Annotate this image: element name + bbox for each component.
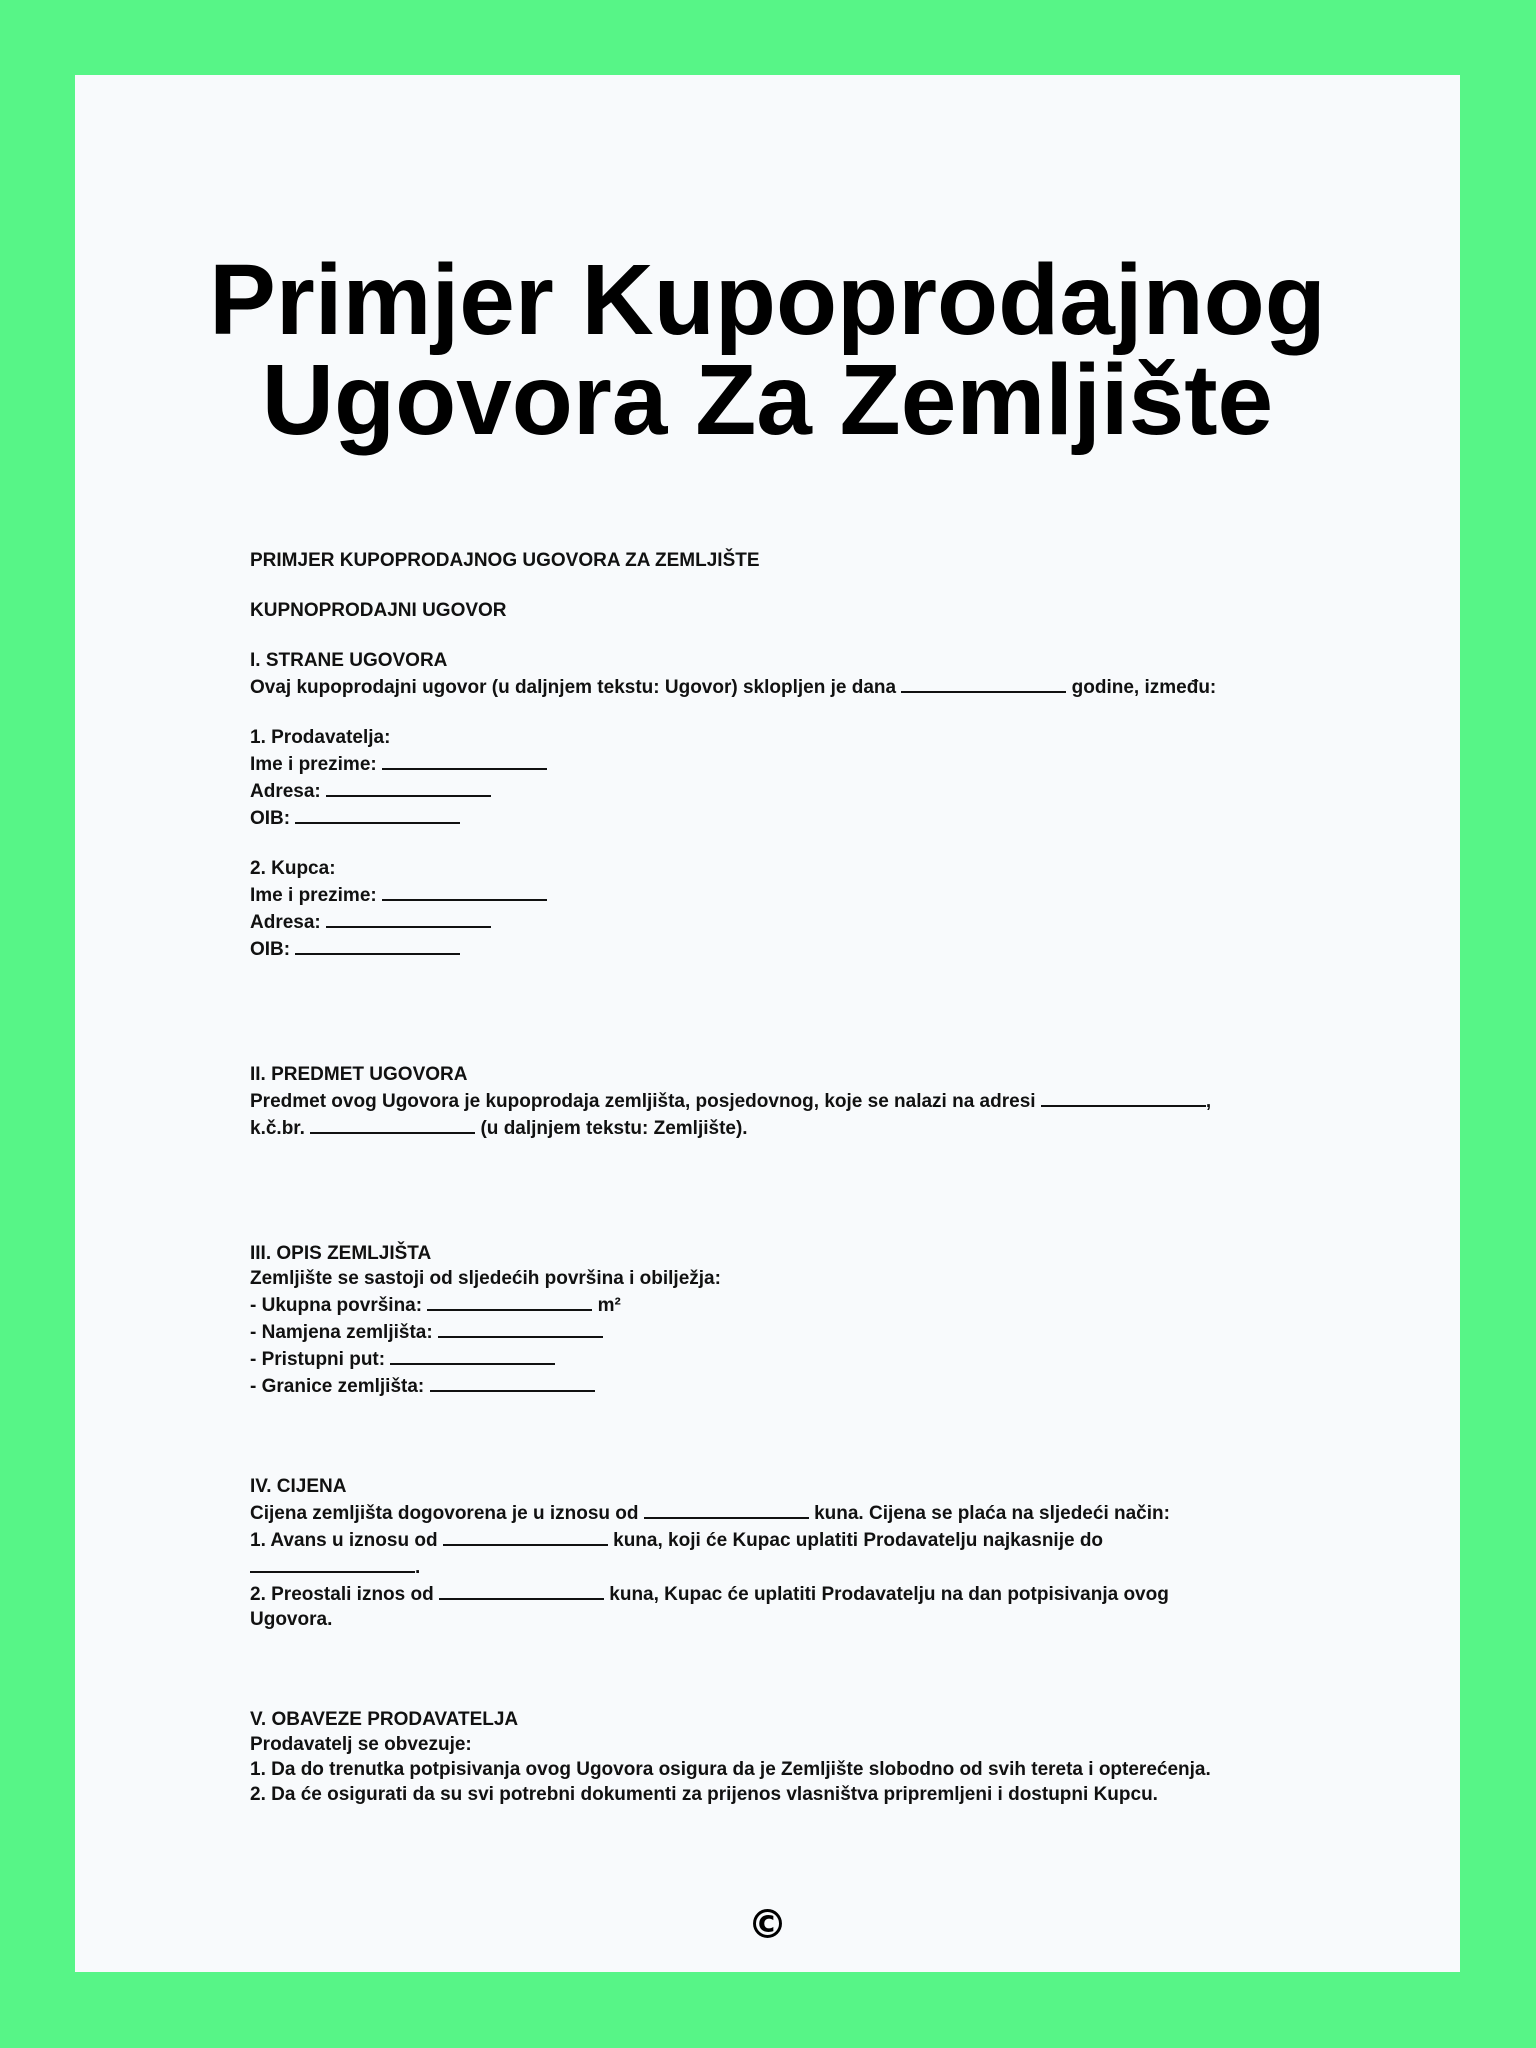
section-4-title: IV. CIJENA — [250, 1476, 347, 1497]
contract-body — [250, 548, 1360, 1807]
section-3-title: III. OPIS ZEMLJIŠTA — [250, 1243, 432, 1264]
price-line: Cijena zemljišta dogovorena je u iznosu od kuna. Cijena se plaća na sljedeći način: — [250, 1499, 1360, 1526]
land-borders-blank — [430, 1372, 595, 1392]
buyer-name-blank — [382, 881, 547, 901]
land-purpose-field: - Namjena zemljišta: — [250, 1318, 1360, 1345]
seller-address-blank — [326, 777, 491, 797]
advance-line: 1. Avans u iznosu od kuna, koji će Kupac uplatiti Prodavatelju najkasnije do — [250, 1526, 1360, 1553]
seller-heading: 1. Prodavatelja: — [250, 727, 391, 748]
advance-deadline-line: . — [250, 1553, 1360, 1580]
document-heading: PRIMJER KUPOPRODAJNOG UGOVORA ZA ZEMLJIŠTE — [250, 550, 760, 571]
page-title — [75, 244, 1460, 456]
section-2-title: II. PREDMET UGOVORA — [250, 1064, 468, 1085]
parcel-number-blank — [310, 1114, 475, 1134]
document-page — [75, 75, 1460, 1972]
date-blank — [901, 673, 1066, 693]
buyer-address-blank — [326, 908, 491, 928]
land-purpose-blank — [438, 1318, 603, 1338]
remaining-amount-line: 2. Preostali iznos od kuna, Kupac će uplatiti Prodavatelju na dan potpisivanja ovog — [250, 1580, 1360, 1607]
section-1-title: I. STRANE UGOVORA — [250, 650, 448, 671]
remaining-amount-line-end: Ugovora. — [250, 1609, 333, 1630]
buyer-oib-blank — [295, 935, 460, 955]
seller-obligation-2: 2. Da će osigurati da su svi potrebni dokumenti za prijenos vlasništva pripremljeni i dostupni Kupcu. — [250, 1784, 1158, 1805]
total-area-field: - Ukupna površina: m² — [250, 1291, 1360, 1318]
section-5-title: V. OBAVEZE PRODAVATELJA — [250, 1709, 519, 1730]
seller-name-blank — [382, 750, 547, 770]
address-blank — [1041, 1087, 1206, 1107]
section-5-intro: Prodavatelj se obvezuje: — [250, 1734, 472, 1755]
access-road-blank — [390, 1345, 555, 1365]
advance-deadline-blank — [250, 1553, 415, 1573]
section-2-line-1: Predmet ovog Ugovora je kupoprodaja zemljišta, posjedovnog, koje se nalazi na adresi , — [250, 1087, 1360, 1114]
seller-oib-blank — [295, 804, 460, 824]
contract-type-heading: KUPNOPRODAJNI UGOVOR — [250, 600, 507, 621]
buyer-oib-field: OIB: — [250, 935, 1360, 962]
seller-name-field: Ime i prezime: — [250, 750, 1360, 777]
price-blank — [644, 1499, 809, 1519]
section-1-intro: Ovaj kupoprodajni ugovor (u daljnjem tekstu: Ugovor) sklopljen je dana godine, između: — [250, 673, 1360, 700]
buyer-address-field: Adresa: — [250, 908, 1360, 935]
copyright-icon: © — [747, 1902, 788, 1948]
seller-address-field: Adresa: — [250, 777, 1360, 804]
seller-oib-field: OIB: — [250, 804, 1360, 831]
title-line-2: Ugovora Za Zemljište — [261, 344, 1274, 456]
section-3-intro: Zemljište se sastoji od sljedećih površina i obilježja: — [250, 1268, 721, 1289]
advance-amount-blank — [443, 1526, 608, 1546]
title-line-1: Primjer Kupoprodajnog — [209, 244, 1326, 356]
buyer-name-field: Ime i prezime: — [250, 881, 1360, 908]
seller-obligation-1: 1. Da do trenutka potpisivanja ovog Ugovora osigura da je Zemljište slobodno od svih tereta i opterećenja. — [250, 1759, 1211, 1780]
access-road-field: - Pristupni put: — [250, 1345, 1360, 1372]
land-borders-field: - Granice zemljišta: — [250, 1372, 1360, 1399]
remaining-amount-blank — [439, 1580, 604, 1600]
section-2-line-2: k.č.br. (u daljnjem tekstu: Zemljište). — [250, 1114, 1360, 1141]
total-area-blank — [427, 1291, 592, 1311]
buyer-heading: 2. Kupca: — [250, 858, 336, 879]
